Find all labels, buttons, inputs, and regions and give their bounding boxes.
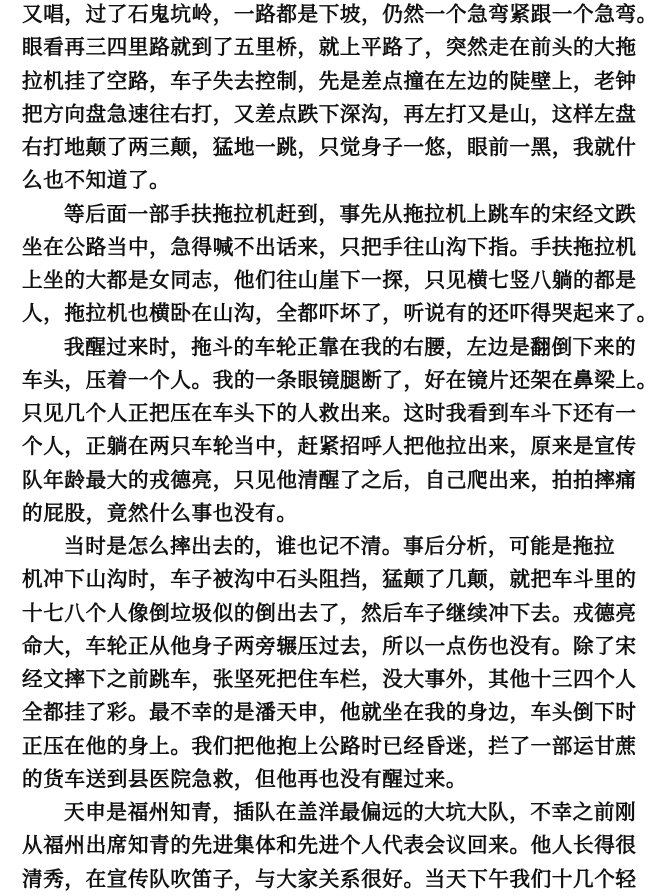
text-line: 全都挂了彩。最不幸的是潘天申，他就坐在我的身边，车头倒下时	[22, 700, 637, 725]
text-line: 上坐的大都是女同志，他们往山崖下一探，只见横七竖八躺的都是	[22, 268, 637, 292]
text-line: 命大，车轮正从他身子两旁辗压过去，所以一点伤也没有。除了宋	[22, 633, 637, 658]
text-line: 清秀，在宣传队吹笛子，与大家关系很好。当天下午我们十几个轻	[22, 866, 637, 891]
text-line: 么也不知道了。	[22, 168, 171, 193]
text-line: 等后面一部手扶拖拉机赶到，事先从拖拉机上跳车的宋经文跌	[64, 201, 637, 226]
paragraph-5	[22, 796, 637, 896]
text-line: 又唱，过了石鬼坑岭，一路都是下坡，仍然一个急弯紧跟一个急弯。	[22, 2, 658, 26]
text-line: 把方向盘急速往右打，又差点跌下深沟，再左打又是山，这样左盘	[22, 101, 637, 126]
paragraph-2	[22, 198, 658, 331]
paragraph-3	[22, 331, 658, 531]
text-line: 经文摔下之前跳车，张坚死把住车栏，没大事外，其他十三四个人	[22, 667, 637, 691]
text-line: 个人，正躺在两只车轮当中，赶紧招呼人把他拉出来，原来是宣传	[22, 434, 637, 459]
text-line: 坐在公路当中，急得喊不出话来，只把手往山沟下指。手扶拖拉机	[22, 234, 637, 259]
text-line: 十七八个人像倒垃圾似的倒出去了，然后车子继续冲下去。戎德亮	[22, 600, 637, 625]
paragraph-4	[22, 530, 637, 796]
text-line: 正压在他的身上。我们把他抱上公路时已经昏迷，拦了一部运甘蔗	[22, 733, 637, 758]
text-line: 从福州出席知青的先进集体和先进个人代表会议回来。他人长得很	[22, 833, 637, 858]
text-line: 人，拖拉机也横卧在山沟，全都吓坏了，听说有的还吓得哭起来了。	[22, 301, 658, 326]
text-line: 天申是福州知青，插队在盖洋最偏远的大坑大队，不幸之前刚	[64, 800, 637, 824]
document-page	[22, 0, 658, 896]
text-line: 当时是怎么摔出去的，谁也记不清。事后分析，可能是拖拉	[64, 534, 616, 558]
text-line: 的屁股，竟然什么事也没有。	[22, 500, 298, 525]
text-line: 右打地颠了两三颠，猛地一跳，只觉身子一悠，眼前一黑，我就什	[22, 135, 637, 159]
text-line: 眼看再三四里路就到了五里桥，就上平路了，突然走在前头的大拖	[22, 35, 637, 60]
text-line: 的货车送到县医院急救，但他再也没有醒过来。	[22, 766, 468, 791]
text-line: 拉机挂了空路，车子失去控制，先是差点撞在左边的陡壁上，老钟	[22, 68, 637, 93]
text-line: 只见几个人正把压在车头下的人救出来。这时我看到车斗下还有一	[22, 401, 637, 425]
text-line: 队年龄最大的戎德亮，只见他清醒了之后，自己爬出来，拍拍摔痛	[22, 467, 637, 492]
text-line: 车头，压着一个人。我的一条眼镜腿断了，好在镜片还架在鼻梁上。	[22, 367, 658, 392]
text-line: 机冲下山沟时，车子被沟中石头阻挡，猛颠了几颠，就把车斗里的	[22, 567, 637, 592]
text-line: 我醒过来时，拖斗的车轮正靠在我的右腰，左边是翻倒下来的	[64, 334, 637, 359]
paragraph-1	[22, 0, 658, 198]
